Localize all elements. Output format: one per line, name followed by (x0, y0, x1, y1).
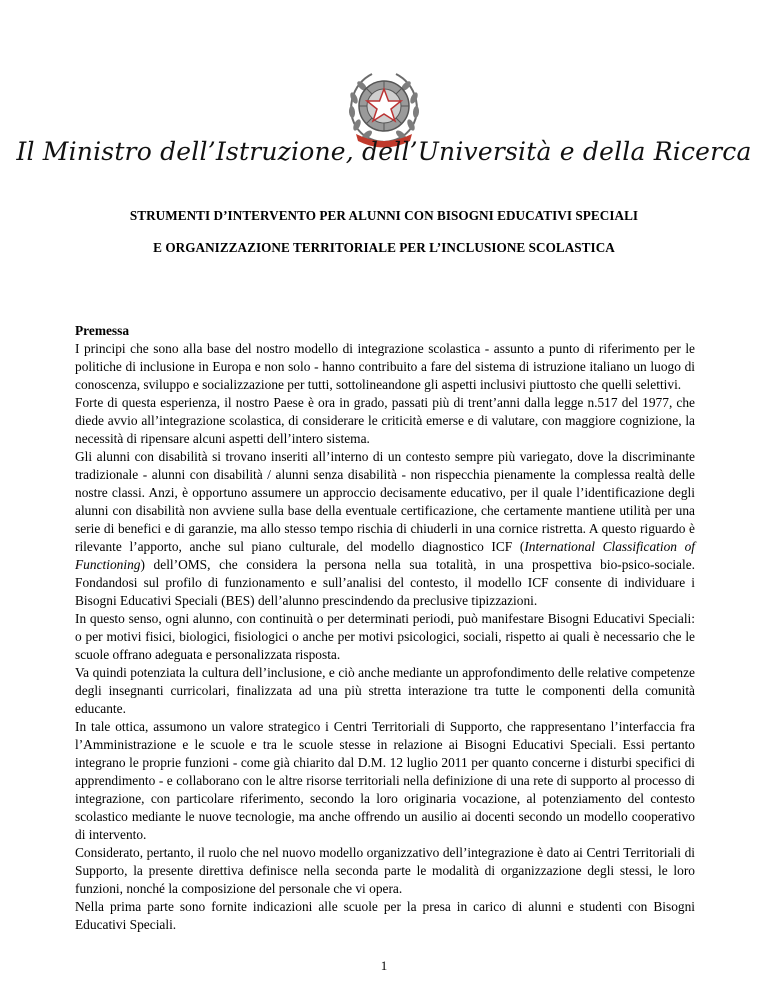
paragraph-text: ) dell’OMS, che considera la persona nella sua totalità, in una prospettiva bio-psico-sociale. Fondandosi sul profilo di funzionamento e sull’analisi del contesto, il modello ICF consente di individuare i Bisogni Educativi Speciali (BES) dell’alunno prescindendo da preclusive tipizzazioni. (75, 557, 695, 608)
section-heading: Premessa (75, 323, 130, 338)
document-title-line-2: E ORGANIZZAZIONE TERRITORIALE PER L’INCLUSIONE SCOLASTICA (153, 240, 615, 255)
italic-term: International Classification of Functioning (75, 539, 695, 572)
ministry-header: Il Ministro dell’Istruzione, dell’Università e della Ricerca (16, 137, 752, 166)
paragraph: Forte di questa esperienza, il nostro Paese è ora in grado, passati più di trent’anni dalla legge n.517 del 1977, che diede avvio all’integrazione scolastica, di considerare le criticità emerse e di valutare, con maggiore cognizione, la necessità di ripensare alcuni aspetti dell’intero sistema. (75, 395, 695, 446)
document-title-line-1: STRUMENTI D’INTERVENTO PER ALUNNI CON BISOGNI EDUCATIVI SPECIALI (129, 208, 639, 223)
paragraph (75, 448, 695, 610)
paragraph-text: Gli alunni con disabilità si trovano inseriti all’interno di un contesto sempre più variegato, dove la discriminante tradizionale - alunni con disabilità / alunni senza disabilità - non rispecchia pienamente la complessa realtà delle nostre classi. Anzi, è opportuno assumere un approccio decisamente educativo, per il quale l’identificazione degli alunni con disabilità non avviene sulla base della eventuale certificazione, che certamente mantiene utilità per una serie di benefici e di garanzie, ma allo stesso tempo rischia di chiuderli in una cornice ristretta. A questo riguardo è rilevante l’apporto, anche sul piano culturale, del modello diagnostico ICF ( (75, 449, 695, 554)
paragraph: In tale ottica, assumono un valore strategico i Centri Territoriali di Supporto, che rappresentano l’interfaccia fra l’Amministrazione e le scuole e tra le scuole stesse in relazione ai Bisogni Educativi Speciali. Essi pertanto integrano le proprie funzioni - come già chiarito dal D.M. 12 luglio 2011 per quanto concerne i disturbi specifici di apprendimento - e collaborano con le altre risorse territoriali nella definizione di una rete di supporto al processo di integrazione, con particolare riferimento, secondo la loro originaria vocazione, al potenziamento del contesto scolastico mediante le nuove tecnologie, ma anche offrendo un ausilio ai docenti secondo un modello cooperativo di intervento. (75, 719, 695, 842)
paragraph: Considerato, pertanto, il ruolo che nel nuovo modello organizzativo dell’integrazione è dato ai Centri Territoriali di Supporto, la presente direttiva definisce nella seconda parte le modalità di organizzazione degli stessi, le loro funzioni, nonché la composizione del personale che vi opera. (75, 845, 695, 896)
document-body (75, 322, 695, 934)
paragraph: Nella prima parte sono fornite indicazioni alle scuole per la presa in carico di alunni e studenti con Bisogni Educativi Speciali. (75, 899, 695, 932)
page-number: 1 (380, 958, 388, 973)
paragraph: I principi che sono alla base del nostro modello di integrazione scolastica - assunto a punto di riferimento per le politiche di inclusione in Europa e non solo - hanno contribuito a fare del sistema di istruzione italiano un luogo di conoscenza, sviluppo e socializzazione per tutti, sottolineandone gli aspetti inclusivi piuttosto che quelli selettivi. (75, 341, 695, 392)
paragraph: Va quindi potenziata la cultura dell’inclusione, e ciò anche mediante un approfondimento delle relative competenze degli insegnanti curricolari, finalizzata ad una più stretta interazione tra tutte le componenti della comunità educante. (75, 665, 695, 716)
paragraph: In questo senso, ogni alunno, con continuità o per determinati periodi, può manifestare Bisogni Educativi Speciali: o per motivi fisici, biologici, fisiologici o anche per motivi psicologici, sociali, rispetto ai quali è necessario che le scuole offrano adeguata e personalizzata risposta. (75, 611, 695, 662)
